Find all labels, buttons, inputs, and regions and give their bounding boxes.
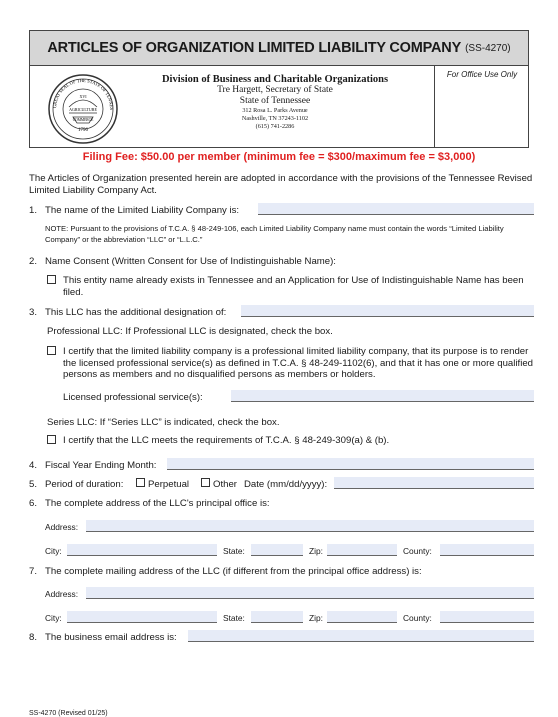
- form-code: (SS-4270): [465, 42, 511, 54]
- series-cert-text: I certify that the LLC meets the requirements of T.C.A. § 48-249-309(a) & (b).: [63, 435, 390, 446]
- mailing-zip-input[interactable]: [327, 611, 397, 623]
- division-block: [140, 74, 410, 131]
- item-7-label: The complete mailing address of the LLC (if different from the principal office address) is:: [45, 566, 422, 577]
- principal-address-label: Address:: [45, 522, 79, 532]
- tennessee-seal-icon: [47, 73, 119, 145]
- item-5-num: 5.: [29, 479, 38, 490]
- seal-year: 1796: [78, 128, 88, 133]
- item-5-label: Period of duration:: [45, 479, 124, 490]
- item-2-num: 2.: [29, 256, 38, 267]
- email-input[interactable]: [188, 630, 534, 642]
- duration-date-label: Date (mm/dd/yyyy):: [244, 479, 328, 490]
- form-revision: SS-4270 (Revised 01/25): [29, 710, 108, 717]
- form-title: ARTICLES OF ORGANIZATION LIMITED LIABILITY COMPANY: [47, 40, 462, 56]
- item-8-num: 8.: [29, 632, 38, 643]
- principal-zip-label: Zip:: [309, 546, 323, 556]
- principal-address-input[interactable]: [86, 520, 534, 532]
- series-llc-checkbox[interactable]: [47, 435, 56, 444]
- name-consent-checkbox[interactable]: [47, 275, 56, 284]
- perpetual-label: Perpetual: [148, 479, 190, 490]
- street-address: 312 Rosa L. Parks Avenue: [242, 107, 308, 114]
- series-heading: Series LLC: If “Series LLC” is indicated, check the box.: [47, 417, 280, 428]
- item-6-num: 6.: [29, 498, 38, 509]
- svg-text:THE GREAT SEAL OF THE STATE OF: [47, 73, 114, 111]
- seal-commerce: COMMERCE: [72, 118, 94, 122]
- principal-city-input[interactable]: [67, 544, 217, 556]
- city-address: Nashville, TN 37243-1102: [241, 115, 309, 122]
- seal-ring-text: GREAT SEAL OF THE STATE OF TENNES: [51, 77, 115, 111]
- fiscal-year-input[interactable]: [167, 458, 534, 470]
- llc-name-input[interactable]: [258, 203, 534, 215]
- agency-header: [29, 66, 529, 148]
- professional-llc-checkbox[interactable]: [47, 346, 56, 355]
- perpetual-checkbox[interactable]: [136, 478, 145, 487]
- principal-city-label: City:: [45, 546, 62, 556]
- other-checkbox[interactable]: [201, 478, 210, 487]
- designation-input[interactable]: [241, 305, 534, 317]
- professional-heading: Professional LLC: If Professional LLC is designated, check the box.: [47, 326, 333, 337]
- office-use-box: [434, 66, 529, 147]
- seal-agriculture: AGRICULTURE: [69, 107, 97, 112]
- filing-fee: Filing Fee: $50.00 per member (minimum fee = $300/maximum fee = $3,000): [82, 151, 476, 163]
- item-6-label: The complete address of the LLC's principal office is:: [45, 498, 270, 509]
- division-name: Division of Business and Charitable Organizations: [161, 74, 389, 85]
- principal-county-label: County:: [403, 546, 432, 556]
- item-1-num: 1.: [29, 205, 38, 216]
- mailing-zip-label: Zip:: [309, 613, 323, 623]
- principal-state-label: State:: [223, 546, 245, 556]
- licensed-service-label: Licensed professional service(s):: [63, 392, 203, 403]
- form-title-bar: [29, 30, 529, 66]
- intro-text: The Articles of Organization presented herein are adopted in accordance with the provisions of the Tennessee Revised Limited Liability Company Act.: [29, 173, 533, 196]
- principal-state-input[interactable]: [251, 544, 303, 556]
- phone-number: (615) 741-2286: [255, 123, 295, 130]
- item-7-num: 7.: [29, 566, 38, 577]
- seal-numeral: XVI: [79, 94, 87, 99]
- mailing-city-label: City:: [45, 613, 62, 623]
- mailing-state-label: State:: [223, 613, 245, 623]
- mailing-city-input[interactable]: [67, 611, 217, 623]
- mailing-address-input[interactable]: [86, 587, 534, 599]
- item-4-num: 4.: [29, 460, 38, 471]
- licensed-service-input[interactable]: [231, 390, 534, 402]
- item-1-label: The name of the Limited Liability Company is:: [45, 205, 240, 216]
- professional-cert-text: I certify that the limited liability company is a professional limited liability company, that its purpose is to render the licensed professional service(s) as defined in T.C.A. § 48-249-1102(6), and that it has one or more qualified persons as members and no disqualified persons as members or holders.: [63, 346, 534, 380]
- item-4-label: Fiscal Year Ending Month:: [45, 460, 157, 471]
- name-note: NOTE: Pursuant to the provisions of T.C.A. § 48-249-106, each Limited Liability Company name must contain the words “Limited Liability Company” or the abbreviation “LLC” or “L.L.C.”: [45, 224, 504, 244]
- principal-zip-input[interactable]: [327, 544, 397, 556]
- item-3-label: This LLC has the additional designation of:: [45, 307, 227, 318]
- duration-date-input[interactable]: [334, 477, 534, 489]
- item-3-num: 3.: [29, 307, 38, 318]
- state-name: State of Tennessee: [239, 96, 311, 106]
- principal-county-input[interactable]: [440, 544, 534, 556]
- office-use-label: For Office Use Only: [446, 70, 518, 79]
- name-consent-text: This entity name already exists in Tennessee and an Application for Use of Indistinguishable Name has been filed.: [63, 275, 524, 298]
- mailing-county-input[interactable]: [440, 611, 534, 623]
- mailing-county-label: County:: [403, 613, 432, 623]
- secretary-name: Tre Hargett, Secretary of State: [217, 85, 333, 95]
- item-8-label: The business email address is:: [45, 632, 177, 643]
- other-label: Other: [213, 479, 237, 490]
- mailing-address-label: Address:: [45, 589, 79, 599]
- item-2-label: Name Consent (Written Consent for Use of Indistinguishable Name):: [45, 256, 336, 267]
- mailing-state-input[interactable]: [251, 611, 303, 623]
